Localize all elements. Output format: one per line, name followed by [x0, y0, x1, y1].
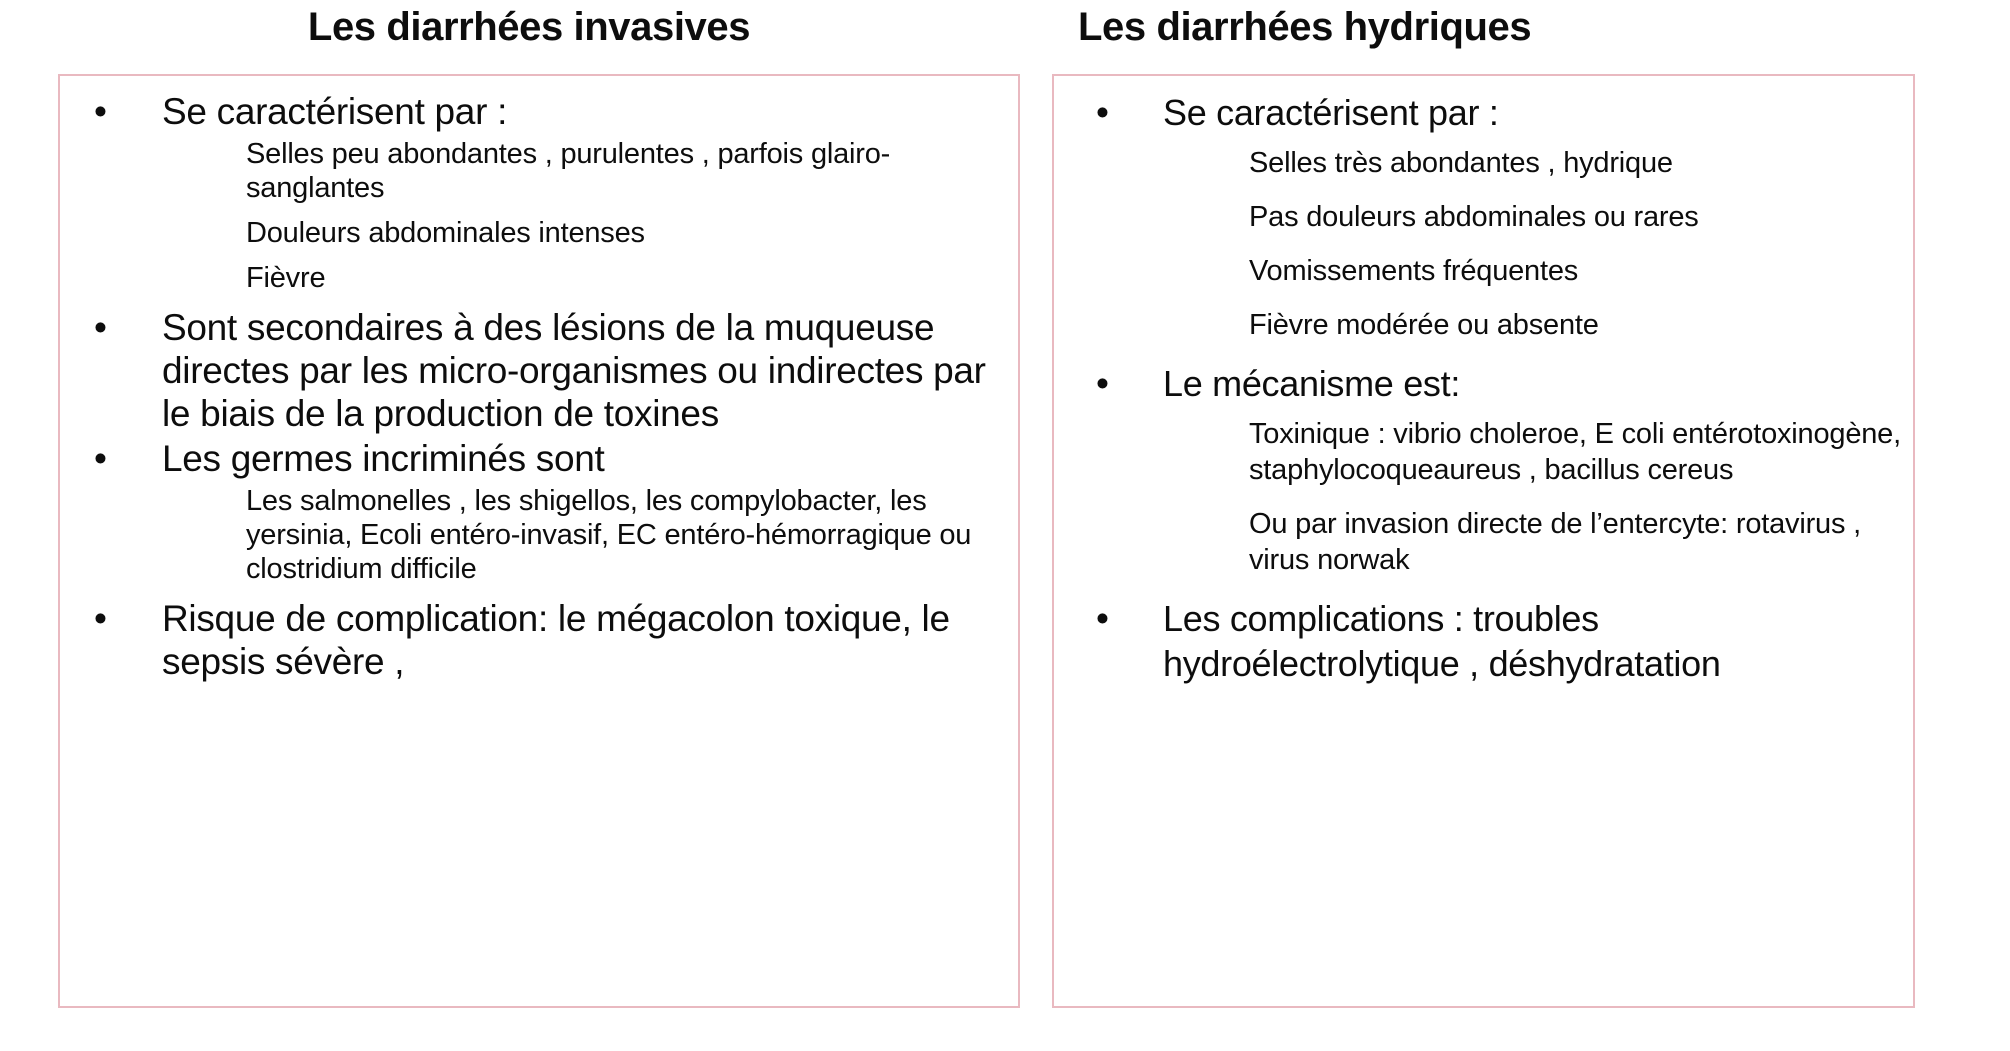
- bullet-list-invasives: [74, 90, 1008, 683]
- content-box-hydriques: [1052, 74, 1915, 1008]
- list-item: [1068, 90, 1903, 343]
- content-box-invasives: [58, 74, 1020, 1008]
- bullet-text: Se caractérisent par :: [162, 91, 508, 132]
- column-title-invasives: Les diarrhées invasives: [307, 5, 751, 49]
- bullet-icon: •: [94, 598, 107, 639]
- bullet-list-hydriques: [1068, 90, 1903, 686]
- sub-list-item: Fièvre modérée ou absente: [1249, 309, 1599, 341]
- sub-list-item: Ou par invasion directe de l’entercyte: rotavirus , virus norwak: [1249, 508, 1861, 576]
- content-box-hydriques-inner: [1054, 76, 1913, 1006]
- bullet-text: Les germes incriminés sont: [162, 438, 605, 479]
- bullet-icon: •: [94, 438, 107, 479]
- sub-list-item: Douleurs abdominales intenses: [246, 217, 645, 249]
- content-box-invasives-inner: [60, 76, 1018, 1006]
- sub-list-item: Selles très abondantes , hydrique: [1249, 147, 1673, 179]
- bullet-icon: •: [1096, 92, 1109, 133]
- list-item: [1068, 596, 1903, 686]
- column-invasives: [0, 0, 1020, 682]
- bullet-text: Se caractérisent par :: [1163, 92, 1499, 133]
- sub-bullet-list: [1163, 145, 1903, 343]
- bullet-text: Risque de complication: le mégacolon toxique, le sepsis sévère ,: [162, 598, 950, 682]
- bullet-text: Le mécanisme est:: [1163, 363, 1461, 404]
- bullet-icon: •: [1096, 598, 1109, 639]
- sub-list-item: Les salmonelles , les shigellos, les compylobacter, les yersinia, Ecoli entéro-invasif, EC entéro-hémorragique ou clostridium difficile: [246, 485, 972, 585]
- list-item: [1068, 361, 1903, 578]
- bullet-text: Sont secondaires à des lésions de la muqueuse directes par les micro-organismes ou indirectes par le biais de la production de toxines: [162, 307, 986, 434]
- list-item: [74, 437, 1008, 586]
- sub-bullet-list: [162, 137, 1008, 295]
- list-item: [74, 597, 1008, 683]
- bullet-icon: •: [94, 91, 107, 132]
- sub-bullet-list: [162, 484, 1008, 586]
- sub-bullet-list: [1163, 416, 1903, 578]
- bullet-text: Les complications : troubles hydroélectrolytique , déshydratation: [1163, 598, 1721, 684]
- sub-list-item: Vomissements fréquentes: [1249, 255, 1579, 287]
- sub-list-item: Pas douleurs abdominales ou rares: [1249, 201, 1699, 233]
- sub-list-item: Fièvre: [246, 262, 326, 294]
- column-title-hydriques: Les diarrhées hydriques: [1078, 5, 1532, 49]
- list-item: [74, 90, 1008, 295]
- column-hydriques: [1052, 0, 1917, 684]
- bullet-icon: •: [1096, 363, 1109, 404]
- sub-list-item: Selles peu abondantes , purulentes , parfois glairo-sanglantes: [246, 138, 891, 204]
- sub-list-item: Toxinique : vibrio choleroe, E coli entérotoxinogène, staphylocoqueaureus , bacillus cereus: [1249, 418, 1901, 486]
- list-item: [74, 306, 1008, 435]
- bullet-icon: •: [94, 307, 107, 348]
